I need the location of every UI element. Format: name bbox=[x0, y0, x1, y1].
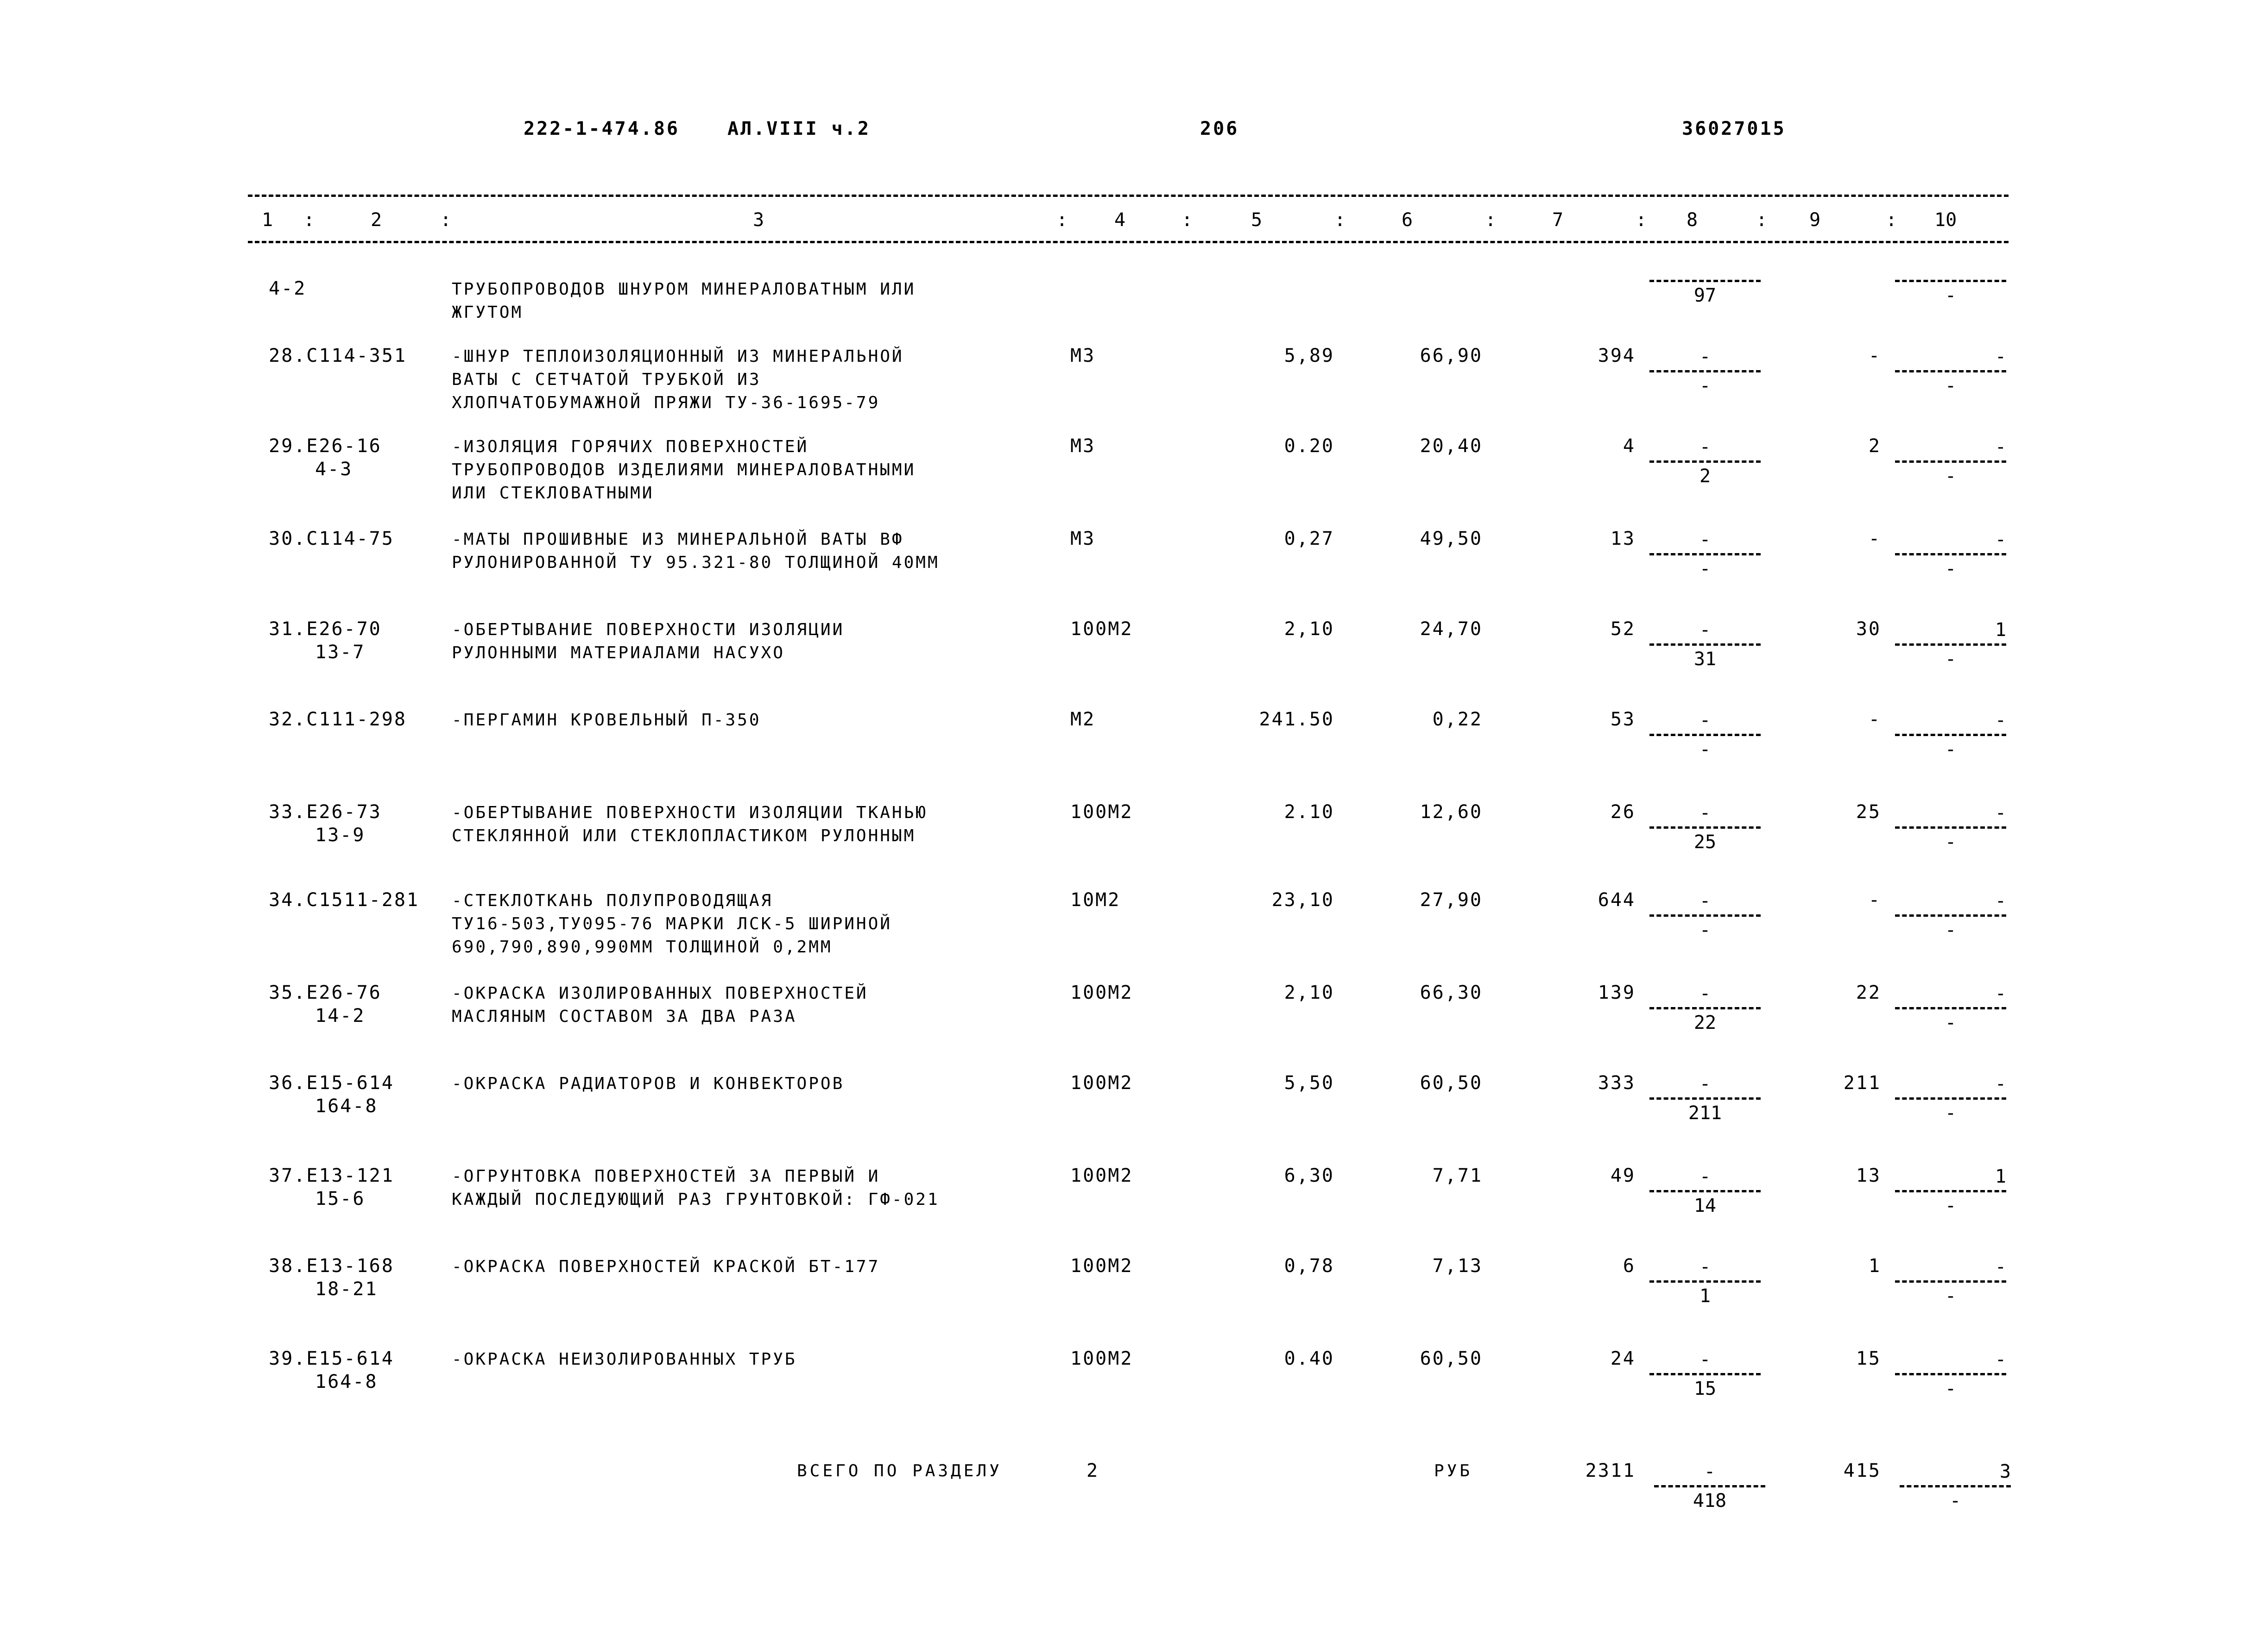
item-description bbox=[452, 889, 892, 959]
fraction-line bbox=[1895, 1007, 2006, 1009]
item-col8 bbox=[1649, 618, 1761, 671]
description-line: -ПЕРГАМИН КРОВЕЛЬНЫЙ П-350 bbox=[452, 711, 761, 730]
item-unit-price: 66,30 bbox=[1420, 982, 1483, 1003]
item-col9: 13 bbox=[1856, 1165, 1881, 1186]
item-description bbox=[452, 709, 761, 732]
description-line: РУЛОНИРОВАННОЙ ТУ 95.321-80 ТОЛЩИНОЙ 40ММ bbox=[452, 553, 940, 572]
item-code: 28.С114-351 bbox=[269, 345, 407, 366]
item-col8-bottom: - bbox=[1699, 739, 1711, 760]
item-unit-price: 24,70 bbox=[1420, 618, 1483, 640]
item-col8 bbox=[1649, 278, 1761, 307]
item-code: 33.Е26-73 bbox=[269, 801, 382, 823]
item-col10-top: 1 bbox=[1995, 1166, 2006, 1187]
description-line: -МАТЫ ПРОШИВНЫЕ ИЗ МИНЕРАЛЬНОЙ ВАТЫ ВФ bbox=[452, 530, 904, 549]
fraction-line bbox=[1649, 734, 1761, 736]
item-code: 35.Е26-76 bbox=[269, 982, 382, 1003]
item-norm-ref: 164-8 bbox=[315, 1096, 378, 1117]
description-line: ТУ16-503,ТУ095-76 МАРКИ ЛСК-5 ШИРИНОЙ bbox=[452, 914, 892, 933]
fraction-line bbox=[1895, 280, 2006, 282]
item-col9: 15 bbox=[1856, 1348, 1881, 1369]
item-unit-price: 66,90 bbox=[1420, 345, 1483, 366]
item-col8 bbox=[1649, 528, 1761, 580]
item-quantity: 5,50 bbox=[1284, 1072, 1334, 1094]
item-col10-top: - bbox=[1995, 890, 2006, 912]
item-quantity: 2.10 bbox=[1284, 801, 1334, 823]
description-line: 690,790,890,990ММ ТОЛЩИНОЙ 0,2ММ bbox=[452, 938, 833, 957]
item-col10-top: - bbox=[1995, 802, 2006, 824]
item-description bbox=[452, 618, 844, 665]
item-col10-bottom: - bbox=[1945, 1012, 1957, 1033]
fraction-line bbox=[1649, 914, 1761, 917]
item-col8-bottom: 2 bbox=[1699, 466, 1711, 487]
item-col8-bottom: 14 bbox=[1693, 1195, 1717, 1216]
item-col10-bottom: - bbox=[1945, 1378, 1957, 1399]
item-col10-bottom: - bbox=[1945, 375, 1957, 397]
item-code: 32.С111-298 bbox=[269, 709, 407, 730]
fraction-line bbox=[1895, 1373, 2006, 1375]
item-col9: - bbox=[1868, 345, 1881, 366]
item-col10-bottom: - bbox=[1945, 466, 1957, 487]
item-col9: - bbox=[1868, 528, 1881, 549]
item-norm-ref: 164-8 bbox=[315, 1371, 378, 1392]
item-norm-ref: 15-6 bbox=[315, 1188, 366, 1209]
fraction-line bbox=[1649, 370, 1761, 372]
item-total-cost: 6 bbox=[1623, 1255, 1636, 1277]
item-code: 39.Е15-614 bbox=[269, 1348, 394, 1369]
item-unit-price: 20,40 bbox=[1420, 435, 1483, 457]
fraction-line bbox=[1895, 734, 2006, 736]
item-description bbox=[452, 345, 904, 415]
item-col8 bbox=[1649, 1165, 1761, 1217]
item-col10 bbox=[1895, 528, 2006, 580]
col-header-8: 8 bbox=[1687, 209, 1698, 231]
fraction-line bbox=[1654, 1485, 1765, 1487]
item-col10-top: - bbox=[1995, 1256, 2006, 1278]
item-norm-ref: 18-21 bbox=[315, 1279, 378, 1300]
item-col9: - bbox=[1868, 889, 1881, 911]
fraction-line bbox=[1900, 1485, 2011, 1487]
item-col10 bbox=[1895, 618, 2006, 671]
item-col8-bottom: 211 bbox=[1688, 1102, 1722, 1124]
item-col8 bbox=[1649, 1348, 1761, 1400]
item-col8 bbox=[1649, 1072, 1761, 1125]
item-col10 bbox=[1895, 1348, 2006, 1400]
description-line: -ОКРАСКА ПОВЕРХНОСТЕЙ КРАСКОЙ БТ-177 bbox=[452, 1257, 880, 1276]
item-col8-top: - bbox=[1699, 1256, 1711, 1278]
item-total-cost: 24 bbox=[1610, 1348, 1636, 1369]
fraction-line bbox=[1649, 1097, 1761, 1100]
item-col8-bottom: 15 bbox=[1693, 1378, 1717, 1399]
col-separator: : bbox=[1756, 209, 1768, 231]
item-description bbox=[452, 1072, 844, 1096]
col-header-2: 2 bbox=[371, 209, 382, 231]
item-col10-top: - bbox=[1995, 346, 2006, 367]
item-col8-bottom: 31 bbox=[1693, 649, 1717, 670]
col-header-1: 1 bbox=[262, 209, 273, 231]
item-norm-ref: 13-7 bbox=[315, 642, 366, 663]
item-total-cost: 644 bbox=[1598, 889, 1636, 911]
item-col8 bbox=[1649, 435, 1761, 488]
item-code: 38.Е13-168 bbox=[269, 1255, 394, 1277]
item-col8-top: - bbox=[1699, 890, 1711, 912]
item-quantity: 0,27 bbox=[1284, 528, 1334, 549]
item-total-cost: 13 bbox=[1610, 528, 1636, 549]
description-line: ТРУБОПРОВОДОВ ИЗДЕЛИЯМИ МИНЕРАЛОВАТНЫМИ bbox=[452, 460, 916, 479]
item-col9: 2 bbox=[1868, 435, 1881, 457]
item-col8-top: - bbox=[1699, 436, 1711, 458]
item-unit-price: 49,50 bbox=[1420, 528, 1483, 549]
fraction-line bbox=[1895, 370, 2006, 372]
item-quantity: 0.40 bbox=[1284, 1348, 1334, 1369]
description-line: -ОКРАСКА РАДИАТОРОВ И КОНВЕКТОРОВ bbox=[452, 1074, 845, 1093]
description-line: КАЖДЫЙ ПОСЛЕДУЮЩИЙ РАЗ ГРУНТОВКОЙ: ГФ-021 bbox=[452, 1190, 940, 1209]
col-separator: : bbox=[1056, 209, 1068, 231]
fraction-line bbox=[1895, 1280, 2006, 1283]
description-line: -ОКРАСКА ИЗОЛИРОВАННЫХ ПОВЕРХНОСТЕЙ bbox=[452, 984, 868, 1003]
item-description bbox=[452, 1348, 797, 1371]
item-col10 bbox=[1895, 889, 2006, 942]
description-line: -ШНУР ТЕПЛОИЗОЛЯЦИОННЫЙ ИЗ МИНЕРАЛЬНОЙ bbox=[452, 347, 904, 366]
item-unit: 100М2 bbox=[1070, 1072, 1133, 1094]
item-code: 36.Е15-614 bbox=[269, 1072, 394, 1094]
item-description bbox=[452, 801, 928, 848]
item-description bbox=[452, 982, 868, 1028]
item-col8-top: - bbox=[1699, 983, 1711, 1004]
summary-col8 bbox=[1654, 1460, 1765, 1512]
col-separator: : bbox=[1485, 209, 1497, 231]
item-col10-top: - bbox=[1995, 1073, 2006, 1095]
col-header-4: 4 bbox=[1114, 209, 1126, 231]
table-header-rule bbox=[248, 241, 2009, 243]
item-col10 bbox=[1895, 982, 2006, 1034]
item-col8-bottom: - bbox=[1699, 558, 1711, 579]
item-col10-top: - bbox=[1995, 710, 2006, 731]
item-unit: 100М2 bbox=[1070, 801, 1133, 823]
item-col8-bottom: - bbox=[1699, 375, 1711, 397]
album-label: АЛ.VIII ч.2 bbox=[727, 118, 871, 139]
item-col10 bbox=[1895, 345, 2006, 397]
fraction-line bbox=[1649, 460, 1761, 463]
fraction-line bbox=[1895, 826, 2006, 829]
item-col10-bottom: - bbox=[1945, 1195, 1957, 1216]
item-col8-top: - bbox=[1699, 529, 1711, 550]
item-col10-bottom: - bbox=[1945, 1285, 1957, 1307]
item-quantity: 5,89 bbox=[1284, 345, 1334, 366]
fraction-line bbox=[1895, 1097, 2006, 1100]
item-col8 bbox=[1649, 1255, 1761, 1308]
summary-col9: 415 bbox=[1843, 1460, 1881, 1481]
description-line: ТРУБОПРОВОДОВ ШНУРОМ МИНЕРАЛОВАТНЫМ ИЛИ bbox=[452, 280, 916, 299]
col-header-3: 3 bbox=[753, 209, 764, 231]
item-unit-price: 7,13 bbox=[1432, 1255, 1483, 1277]
page-number: 206 bbox=[1200, 118, 1239, 139]
item-col8-top: - bbox=[1699, 1166, 1711, 1187]
item-norm-ref: 14-2 bbox=[315, 1005, 366, 1027]
item-total-cost: 53 bbox=[1610, 709, 1636, 730]
item-col9: - bbox=[1868, 709, 1881, 730]
item-quantity: 2,10 bbox=[1284, 982, 1334, 1003]
description-line: ЖГУТОМ bbox=[452, 303, 524, 322]
col-separator: : bbox=[1334, 209, 1346, 231]
item-col8-bottom: 97 bbox=[1693, 285, 1717, 306]
fraction-line bbox=[1649, 1280, 1761, 1283]
item-col10 bbox=[1895, 1255, 2006, 1308]
item-code: 34.С1511-281 bbox=[269, 889, 419, 911]
item-unit: 100М2 bbox=[1070, 1348, 1133, 1369]
description-line: -ОКРАСКА НЕИЗОЛИРОВАННЫХ ТРУБ bbox=[452, 1350, 797, 1369]
item-unit-price: 60,50 bbox=[1420, 1072, 1483, 1094]
description-line: РУЛОННЫМИ МАТЕРИАЛАМИ НАСУХО bbox=[452, 643, 785, 662]
description-line: -ОБЕРТЫВАНИЕ ПОВЕРХНОСТИ ИЗОЛЯЦИИ ТКАНЬЮ bbox=[452, 803, 928, 822]
item-col8-bottom: 1 bbox=[1699, 1285, 1711, 1307]
item-col8-top: - bbox=[1699, 619, 1711, 641]
summary-section: 2 bbox=[1087, 1460, 1099, 1481]
summary-col10-top: 3 bbox=[1999, 1461, 2011, 1482]
item-quantity: 6,30 bbox=[1284, 1165, 1334, 1186]
summary-col10-bottom: - bbox=[1949, 1490, 1961, 1512]
item-col8-bottom: 22 bbox=[1693, 1012, 1717, 1033]
fraction-line bbox=[1649, 553, 1761, 555]
fraction-line bbox=[1649, 1190, 1761, 1192]
item-col9: 211 bbox=[1843, 1072, 1881, 1094]
col-header-5: 5 bbox=[1251, 209, 1263, 231]
item-unit: 100М2 bbox=[1070, 1255, 1133, 1277]
summary-col8-top: - bbox=[1704, 1461, 1716, 1482]
item-col10-bottom: - bbox=[1945, 739, 1957, 760]
item-col8-top: - bbox=[1699, 346, 1711, 367]
summary-col10 bbox=[1900, 1460, 2011, 1512]
item-code: 37.Е13-121 bbox=[269, 1165, 394, 1186]
fraction-line bbox=[1649, 280, 1761, 282]
description-line: -ОБЕРТЫВАНИЕ ПОВЕРХНОСТИ ИЗОЛЯЦИИ bbox=[452, 620, 845, 639]
item-description bbox=[452, 528, 940, 574]
item-unit-price: 12,60 bbox=[1420, 801, 1483, 823]
fraction-line bbox=[1895, 553, 2006, 555]
col-separator: : bbox=[1636, 209, 1647, 231]
doc-code: 222-1-474.86 bbox=[524, 118, 680, 139]
item-code: 29.Е26-16 bbox=[269, 435, 382, 457]
item-unit: М3 bbox=[1070, 528, 1096, 549]
item-col10-bottom: - bbox=[1945, 1102, 1957, 1124]
item-norm-ref: 4-3 bbox=[315, 459, 353, 480]
item-total-cost: 49 bbox=[1610, 1165, 1636, 1186]
item-quantity: 0,78 bbox=[1284, 1255, 1334, 1277]
item-col8 bbox=[1649, 345, 1761, 397]
item-col10 bbox=[1895, 1072, 2006, 1125]
item-col10-bottom: - bbox=[1945, 285, 1957, 306]
item-col10-bottom: - bbox=[1945, 649, 1957, 670]
item-col10 bbox=[1895, 435, 2006, 488]
item-quantity: 241.50 bbox=[1259, 709, 1334, 730]
summary-col8-bottom: 418 bbox=[1693, 1490, 1727, 1512]
item-col8 bbox=[1649, 801, 1761, 854]
item-col9: 30 bbox=[1856, 618, 1881, 640]
item-col10-bottom: - bbox=[1945, 558, 1957, 579]
item-col8-bottom: 25 bbox=[1693, 831, 1717, 853]
item-unit: М2 bbox=[1070, 709, 1096, 730]
col-header-9: 9 bbox=[1809, 209, 1821, 231]
description-line: ХЛОПЧАТОБУМАЖНОЙ ПРЯЖИ ТУ-36-1695-79 bbox=[452, 393, 880, 412]
description-line: МАСЛЯНЫМ СОСТАВОМ ЗА ДВА РАЗА bbox=[452, 1007, 797, 1026]
item-col10 bbox=[1895, 709, 2006, 761]
col-separator: : bbox=[1181, 209, 1193, 231]
item-quantity: 0.20 bbox=[1284, 435, 1334, 457]
item-unit: 10М2 bbox=[1070, 889, 1121, 911]
fraction-line bbox=[1895, 1190, 2006, 1192]
item-code: 4-2 bbox=[269, 278, 307, 299]
description-line: ВАТЫ С СЕТЧАТОЙ ТРУБКОЙ ИЗ bbox=[452, 370, 761, 389]
col-header-10: 10 bbox=[1934, 209, 1957, 231]
fraction-line bbox=[1895, 643, 2006, 646]
col-header-6: 6 bbox=[1402, 209, 1413, 231]
item-unit: М3 bbox=[1070, 435, 1096, 457]
item-total-cost: 52 bbox=[1610, 618, 1636, 640]
fraction-line bbox=[1649, 1007, 1761, 1009]
description-line: СТЕКЛЯННОЙ ИЛИ СТЕКЛОПЛАСТИКОМ РУЛОННЫМ bbox=[452, 826, 916, 845]
item-col9: 1 bbox=[1868, 1255, 1881, 1277]
summary-total: 2311 bbox=[1585, 1460, 1636, 1481]
item-unit-price: 60,50 bbox=[1420, 1348, 1483, 1369]
item-quantity: 2,10 bbox=[1284, 618, 1334, 640]
item-col10-top: 1 bbox=[1995, 619, 2006, 641]
item-col9: 22 bbox=[1856, 982, 1881, 1003]
description-line: -ОГРУНТОВКА ПОВЕРХНОСТЕЙ ЗА ПЕРВЫЙ И bbox=[452, 1167, 880, 1186]
item-total-cost: 26 bbox=[1610, 801, 1636, 823]
item-total-cost: 394 bbox=[1598, 345, 1636, 366]
item-col10 bbox=[1895, 801, 2006, 854]
description-line: -ИЗОЛЯЦИЯ ГОРЯЧИХ ПОВЕРХНОСТЕЙ bbox=[452, 437, 809, 456]
item-unit: 100М2 bbox=[1070, 618, 1133, 640]
description-line: ИЛИ СТЕКЛОВАТНЫМИ bbox=[452, 484, 654, 503]
item-col8 bbox=[1649, 982, 1761, 1034]
table-top-rule bbox=[248, 195, 2009, 197]
item-col10-bottom: - bbox=[1945, 831, 1957, 853]
item-col8-bottom: - bbox=[1699, 920, 1711, 941]
item-col10 bbox=[1895, 1165, 2006, 1217]
fraction-line bbox=[1895, 460, 2006, 463]
item-description bbox=[452, 1255, 880, 1279]
item-description bbox=[452, 435, 916, 505]
item-description bbox=[452, 278, 916, 324]
sheet-id: 36027015 bbox=[1682, 118, 1786, 139]
item-col10-top: - bbox=[1995, 529, 2006, 550]
item-col8-top: - bbox=[1699, 802, 1711, 824]
fraction-line bbox=[1649, 826, 1761, 829]
item-quantity: 23,10 bbox=[1271, 889, 1334, 911]
item-col8-top: - bbox=[1699, 1349, 1711, 1370]
item-col8-top: - bbox=[1699, 1073, 1711, 1095]
item-description bbox=[452, 1165, 940, 1211]
item-code: 30.С114-75 bbox=[269, 528, 394, 549]
item-unit: М3 bbox=[1070, 345, 1096, 366]
col-separator: : bbox=[440, 209, 452, 231]
item-norm-ref: 13-9 bbox=[315, 825, 366, 846]
item-col8-top: - bbox=[1699, 710, 1711, 731]
item-unit: 100М2 bbox=[1070, 1165, 1133, 1186]
item-col10-top: - bbox=[1995, 436, 2006, 458]
item-col10-top: - bbox=[1995, 983, 2006, 1004]
item-col8 bbox=[1649, 709, 1761, 761]
item-total-cost: 333 bbox=[1598, 1072, 1636, 1094]
item-code: 31.Е26-70 bbox=[269, 618, 382, 640]
item-unit-price: 7,71 bbox=[1432, 1165, 1483, 1186]
item-unit: 100М2 bbox=[1070, 982, 1133, 1003]
item-unit-price: 27,90 bbox=[1420, 889, 1483, 911]
item-col9: 25 bbox=[1856, 801, 1881, 823]
fraction-line bbox=[1649, 1373, 1761, 1375]
item-col10-top: - bbox=[1995, 1349, 2006, 1370]
description-line: -СТЕКЛОТКАНЬ ПОЛУПРОВОДЯЩАЯ bbox=[452, 891, 773, 910]
item-col8 bbox=[1649, 889, 1761, 942]
summary-currency: РУБ bbox=[1434, 1461, 1473, 1480]
item-col10-bottom: - bbox=[1945, 920, 1957, 941]
fraction-line bbox=[1895, 914, 2006, 917]
fraction-line bbox=[1649, 643, 1761, 646]
col-separator: : bbox=[303, 209, 315, 231]
item-total-cost: 4 bbox=[1623, 435, 1636, 457]
summary-label: ВСЕГО ПО РАЗДЕЛУ bbox=[797, 1461, 1002, 1480]
item-unit-price: 0,22 bbox=[1432, 709, 1483, 730]
col-separator: : bbox=[1886, 209, 1897, 231]
item-col10 bbox=[1895, 278, 2006, 307]
col-header-7: 7 bbox=[1552, 209, 1564, 231]
item-total-cost: 139 bbox=[1598, 982, 1636, 1003]
